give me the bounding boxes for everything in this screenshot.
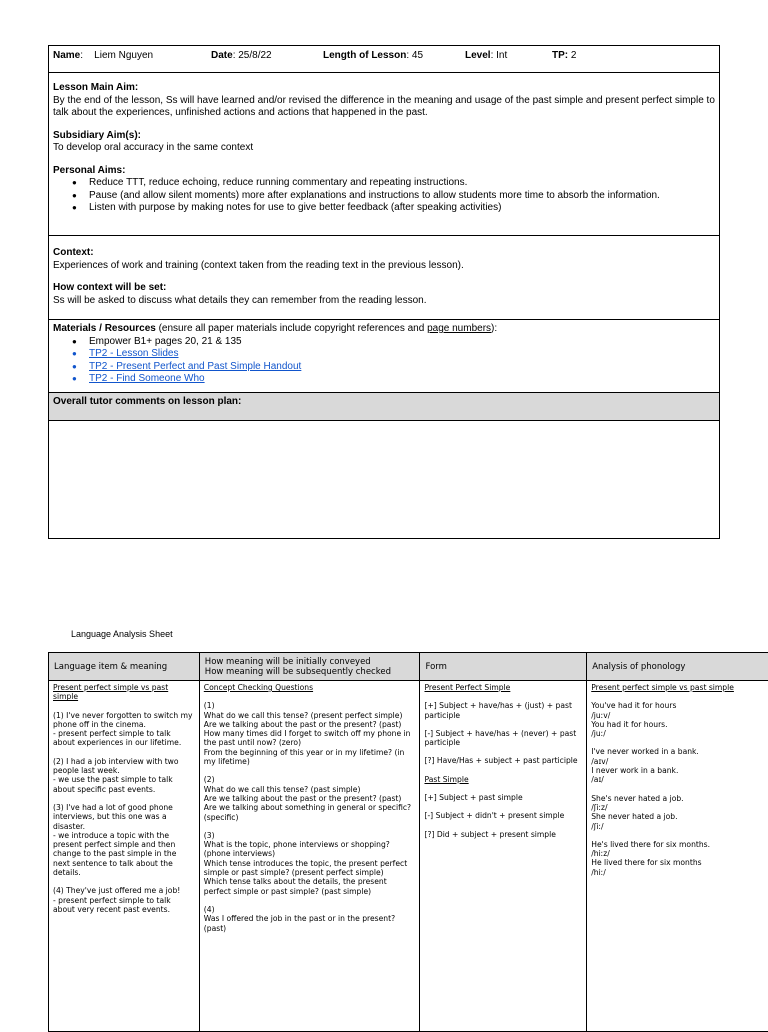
main-aim (53, 82, 715, 120)
list-item: ● Reduce TTT, reduce echoing, reduce running commentary and repeating instructions. (89, 177, 715, 190)
tutor-comments-title: Overall tutor comments on lesson plan: (53, 396, 241, 407)
main-aim-title: Lesson Main Aim: (53, 82, 715, 95)
col-header-item: Language item & meaning (49, 653, 200, 681)
context-setting (53, 282, 715, 307)
col-header-form: Form (420, 653, 587, 681)
date-field: Date: 25/8/22 (211, 50, 272, 63)
tutor-comments-area[interactable] (49, 421, 719, 538)
name-value: Liem Nguyen (94, 50, 153, 61)
concept-checking-cell: Concept Checking Questions (1) What do we call this tense? (present perfect simple) Are we talking about the past or the present? (past) How many times did I forget to switch off my phone in the past until now? (zero) From the beginning of this year or in my lifetime? (in my lifetime) (2) What do we call this tense? (past simple) Are we talking about the past or the present? (past) Are we talking about something in general or specific? (specific) (3) What is the topic, phone interviews or shopping? (phone interviews) Which tense introduces the topic, the present perfect simple or past simple? (present perfect simple) Which tense talks about the details, the present perfect simple or past simple? (past simple) (4) Was I offered the job in the past or in the present? (past) (199, 681, 420, 1032)
tutor-comments-header (49, 393, 719, 421)
form-cell: Present Perfect Simple [+] Subject + have/has + (just) + past participle [-] Subject + have/has + (never) + past participle [?] Have/Has + subject + past participle Past Simple [+] Subject + past simple [-] Subject + didn't + present simple [?] Did + subject + present simple (420, 681, 587, 1032)
lesson-plan-box (48, 45, 720, 539)
list-item: ● Empower B1+ pages 20, 21 & 135 (89, 336, 715, 349)
context (53, 247, 715, 272)
materials-list (53, 336, 715, 386)
length-field: Length of Lesson: 45 (323, 50, 423, 63)
language-analysis-title: Language Analysis Sheet (71, 629, 173, 639)
context-text: Experiences of work and training (context taken from the reading text in the previous lesson). (53, 260, 715, 273)
level-value: Int (496, 50, 507, 61)
subsidiary-aim (53, 130, 715, 155)
context-setting-title: How context will be set: (53, 282, 715, 295)
lesson-slides-link[interactable]: ● TP2 - Lesson Slides (89, 348, 715, 361)
personal-aims-list (53, 177, 715, 215)
context-title: Context: (53, 247, 715, 260)
page-numbers-link[interactable]: page numbers (427, 323, 491, 334)
col-header-phonology: Analysis of phonology (587, 653, 768, 681)
handout-link[interactable]: ● TP2 - Present Perfect and Past Simple Handout (89, 361, 715, 374)
aims-section (49, 73, 719, 236)
materials-heading: Materials / Resources (ensure all paper materials include copyright references and page numbers): (53, 323, 715, 336)
date-value: 25/8/22 (238, 50, 271, 61)
subsidiary-aim-title: Subsidiary Aim(s): (53, 130, 715, 143)
table-header-row (49, 653, 768, 681)
language-analysis-table (48, 652, 768, 1032)
find-someone-who-link[interactable]: ● TP2 - Find Someone Who (89, 373, 715, 386)
context-setting-text: Ss will be asked to discuss what details they can remember from the reading lesson. (53, 295, 715, 308)
materials-section (49, 320, 719, 393)
personal-aims-title: Personal Aims: (53, 165, 715, 178)
list-item: ● Listen with purpose by making notes for use to give better feedback (after speaking activities) (89, 202, 715, 215)
col-header-conveyed: How meaning will be initially conveyed How meaning will be subsequently checked (199, 653, 420, 681)
context-section (49, 236, 719, 320)
materials-title: Materials / Resources (53, 323, 156, 334)
phonology-cell: Present perfect simple vs past simple You've had it for hours /juːv/ You had it for hours. /juː/ I've never worked in a bank. /aɪv/ I never work in a bank. /aɪ/ She's never hated a job. /ʃiːz/ She never hated a job. /ʃiː/ He's lived there for six months. /hiːz/ He lived there for six months /hiː/ (587, 681, 768, 1032)
tp-field: TP: 2 (552, 50, 576, 63)
tp-value: 2 (571, 50, 577, 61)
lesson-header-row (49, 46, 719, 73)
list-item: ● Pause (and allow silent moments) more after explanations and instructions to allow students more time to absorb the information. (89, 190, 715, 203)
subsidiary-aim-text: To develop oral accuracy in the same context (53, 142, 715, 155)
main-aim-text: By the end of the lesson, Ss will have learned and/or revised the difference in the meaning and usage of the past simple and present perfect simple to talk about the experiences, unfinished actions and actions that happened in the past. (53, 95, 715, 120)
length-value: 45 (412, 50, 423, 61)
name-field: Name: Liem Nguyen (53, 50, 153, 63)
personal-aims (53, 165, 715, 215)
level-field: Level: Int (465, 50, 507, 63)
language-item-cell: Present perfect simple vs past simple (1) I've never forgotten to switch my phone off in the cinema. - present perfect simple to talk about experiences in our lifetime. (2) I had a job interview with two people last week. - we use the past simple to talk about specific past events. (3) I've had a lot of good phone interviews, but this one was a disaster. - we introduce a topic with the present perfect simple and then change to the past simple in the next sentence to talk about the details. (4) They've just offered me a job! - present perfect simple to talk about very recent past events. (49, 681, 200, 1032)
table-row (49, 681, 768, 1032)
